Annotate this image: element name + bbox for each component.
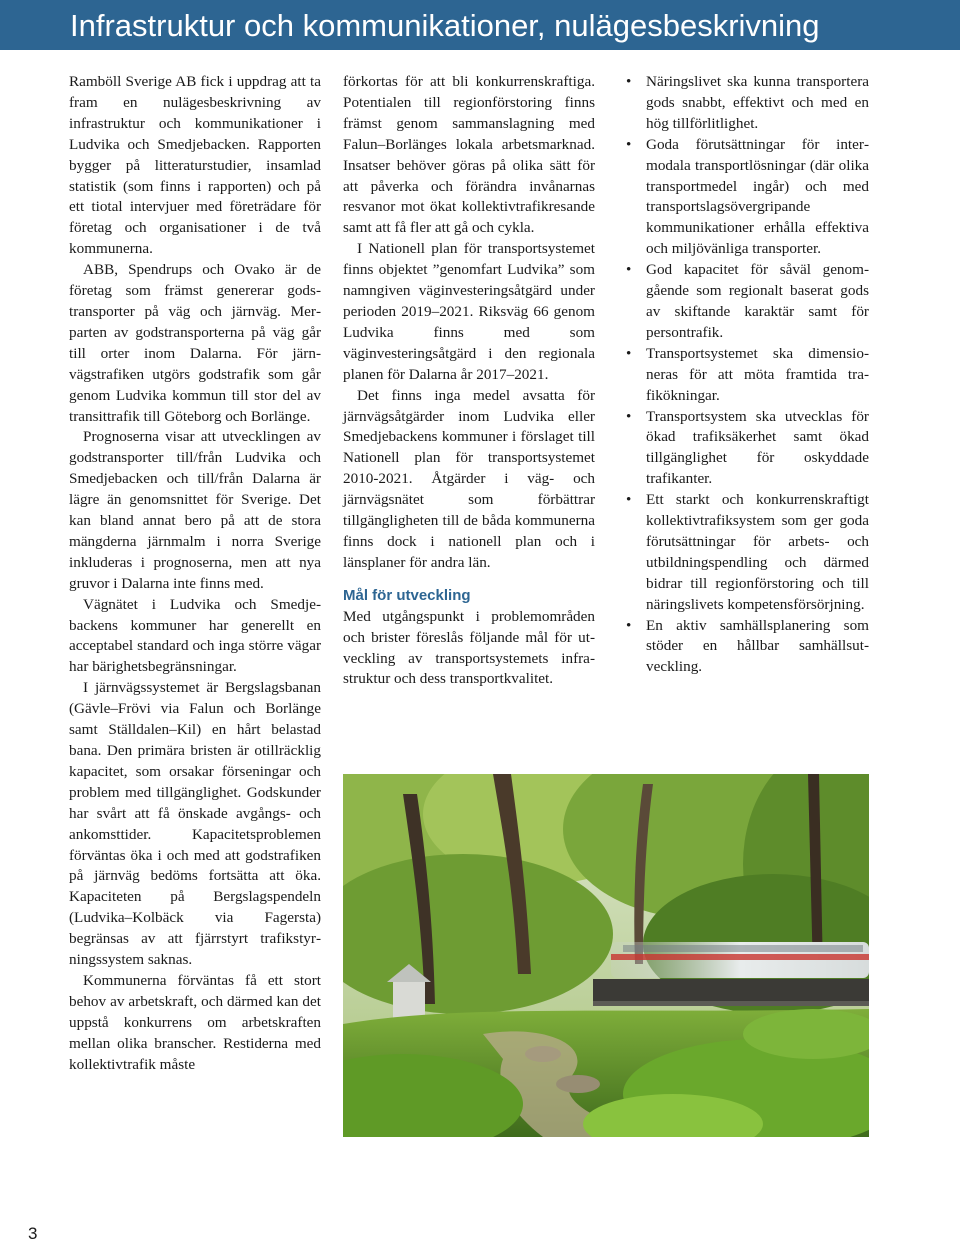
bullet-icon: • bbox=[626, 261, 632, 279]
goal-text: Goda förutsättningar för intermodala transportlösningar (där olika transportmedel ingår) och med transportslagsövergripande kommunikationer erhålla effektiva och miljövänliga transporter. bbox=[646, 135, 869, 258]
goal-item bbox=[623, 616, 869, 679]
goal-item bbox=[623, 135, 869, 260]
paragraph: ABB, Spendrups och Ovako är de företag som främst genererar godstransporter på väg och järnväg. Merparten av godstransporterna på väg går till orter inom Dalarna. För järnvägstrafiken utgörs godstrafik som går genom Ludvika kommun till stor del av transittrafik till Göteborg och Borlänge. bbox=[69, 261, 321, 425]
section-intro: Med utgångspunkt i problemområden och brister föreslås följande mål för utveckling av transportsystemets infrastruktur och dess transportkvalitet. bbox=[343, 607, 595, 688]
section-heading: Mål för utveckling bbox=[343, 586, 471, 604]
goal-item bbox=[623, 72, 869, 135]
bullet-icon: • bbox=[626, 344, 632, 362]
bullet-icon: • bbox=[626, 73, 632, 90]
paragraph: Prognoserna visar att utvecklingen av godstransporter till/från Ludvika och Smedjebacken och till/från Dalarna är lägre än genomsnittet för Sverige. Det kan bland annat bero på att de stora mängderna järnmalm i norra Sverige inkluderas i prognoserna, men att nya gruvor i Dalarna inte finns med. bbox=[69, 428, 321, 592]
paragraph: I järnvägssystemet är Bergslagsbanan (Gävle–Frövi via Falun och Borlänge samt Ställdalen–Kil) en hårt belastad bana. Den primära bristen är otillräcklig kapacitet, som orsakar förseningar och problem med tillgänglighet. Godskunder har svårt att få önskade avgångs- och ankomsttider. Kapacitetsproblemen förväntas öka i och med att godstrafiken på järnväg bedöms fortsätta att öka. Kapaciteten på Bergslagspendeln (Ludvika–Kolbäck via Fagersta) begränsas av att fjärrstyrt trafikstyrningssystem saknas. bbox=[69, 679, 321, 969]
paragraph: Det finns inga medel avsatta för järnvägsåtgärder inom Ludvika eller Smedjebackens kommuner i förslaget till Nationell plan för transportsystemet 2010-2021. Åtgärder i väg- och järnvägsnätet som förbättrar tillgängligheten till de båda kommunerna finns dock i nationell plan och i länsplaner för andra län. bbox=[343, 386, 595, 571]
goal-item bbox=[623, 407, 869, 491]
goals-list bbox=[623, 72, 869, 678]
bullet-icon: • bbox=[626, 616, 632, 634]
page-number: 3 bbox=[28, 1224, 38, 1243]
bullet-icon: • bbox=[626, 407, 632, 425]
goal-text: En aktiv samhällsplanering som stöder en hållbar samhällsutveckling. bbox=[646, 616, 869, 676]
column-2 bbox=[343, 72, 595, 690]
page-title: Infrastruktur och kommunikationer, nulägesbeskrivning bbox=[70, 8, 820, 43]
goal-text: Transportsystemet ska dimensioneras för att möta framtida trafikökningar. bbox=[646, 344, 869, 404]
bullet-icon: • bbox=[626, 135, 632, 153]
paragraph: Ramböll Sverige AB fick i uppdrag att ta fram en nulägesbeskrivning av infrastruktur och kommunikationer i Ludvika och Smedjebacken. Rapporten bygger på litteraturstudier, insamlad statistik (som finns i rapporten) och på ett tiotal intervjuer med företrädare för företag och organisationer i de två kommunerna. bbox=[69, 73, 321, 258]
goal-text: Näringslivet ska kunna transportera gods snabbt, effektivt och med en hög tillförlitlighet. bbox=[646, 73, 869, 132]
train-bridge-photo bbox=[343, 774, 869, 1137]
goal-text: Ett starkt och konkurrenskraftigt kollektivtrafiksystem som ger goda förutsättningar för arbets- och utbildningspendling och därmed bidrar till regionförstoring och till näringslivets kompetensförsörjning. bbox=[646, 491, 869, 613]
paragraph: Kommunerna förväntas få ett stort behov av arbetskraft, och därmed kan det uppstå konkurrens om arbetskraften mellan olika branscher. Restiderna med kollektivtrafik måste bbox=[69, 971, 321, 1073]
paragraph: förkortas för att bli konkurrenskraftiga. Potentialen till regionförstoring finns främst genom sammanslagning med Falun–Borlänges lokala arbetsmarknad. Insatser behöver göras på olika sätt för att påverka och förändra invånarnas resvanor mot ökat kollektivtrafikresande samt att få fler att gå och cykla. bbox=[343, 73, 595, 237]
header-bar bbox=[0, 0, 960, 50]
column-3 bbox=[623, 72, 869, 678]
goal-text: Transportsystem ska utvecklas för ökad trafiksäkerhet samt ökad tillgänglighet för oskyddade trafikanter. bbox=[646, 407, 869, 488]
column-1 bbox=[69, 72, 321, 1076]
goal-item bbox=[623, 260, 869, 344]
bullet-icon: • bbox=[626, 491, 632, 509]
goal-text: God kapacitet för såväl genomgående som regionalt baserat gods av skiftande karaktär samt för persontrafik. bbox=[646, 261, 869, 341]
paragraph: Vägnätet i Ludvika och Smedjebackens kommuner har generellt en acceptabel standard och inga större vägar har bärighetsbegränsningar. bbox=[69, 595, 321, 676]
paragraph: I Nationell plan för transportsystemet finns objektet ”genomfart Ludvika” som namngiven väginvesteringsåtgärd under perioden 2019–2021. Riksväg 66 genom Ludvika finns med som väginvesteringsåtgärd i den regionala planen för Dalarna år 2017–2021. bbox=[343, 240, 595, 383]
goal-item bbox=[623, 344, 869, 407]
goal-item bbox=[623, 490, 869, 615]
